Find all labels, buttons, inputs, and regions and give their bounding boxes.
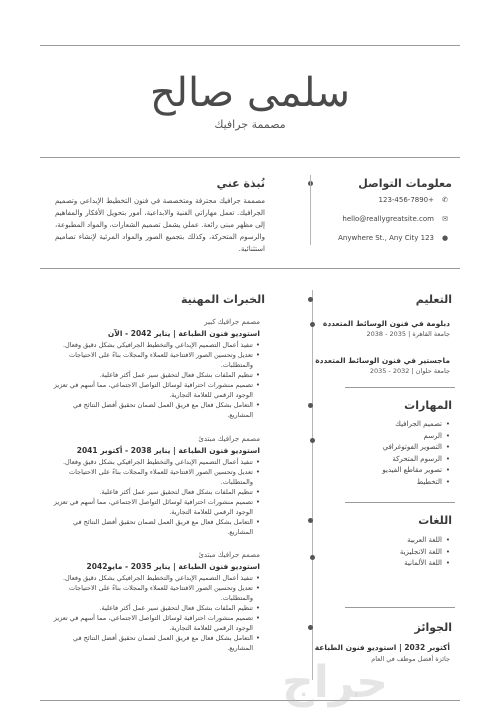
experience-bullets — [50, 573, 260, 653]
skill-item: • التصوير الفوتوغرافي — [320, 442, 450, 454]
skill-item: • تصميم الجرافيك — [320, 419, 450, 431]
about-text: مصممة جرافيك محترفة ومتخصصة في فنون التخطيط الإبداعي وتصميم الجرافيك. تعمل مهاراتي الفنية والابداعية، أمور بتحويل الأفكار والمفاهيم إلى مظهر مبنى رائعة. عملي يشمل تصميم الشعارات، والمواد المطبوعة، والرسوم المتحركة، وكذلك بتجميع الصور والمواد المرئية لإنشاء تصاميم استثنائية. — [55, 197, 265, 253]
experience-bullet: • التعامل بشكل فعال مع فريق العمل لضمان تحقيق أفضل النتائج في المشاريع. — [50, 400, 260, 420]
language-item: • اللغة الألمانية — [320, 558, 450, 570]
about-title: نُبذة عني — [216, 177, 265, 190]
experience-role: مصمم جرافيك مبتدئ — [198, 551, 260, 559]
watermark-logo: حراج — [282, 657, 388, 708]
education-item — [305, 355, 450, 376]
address-text: Anywhere St., Any City 123 — [338, 234, 434, 242]
education-school: جامعة القاهرة | 2035 - 2038 — [366, 330, 450, 338]
experience-company: استوديو فنون الطباعة | يناير 2035 - مايو2042 — [86, 562, 260, 571]
experience-item — [50, 550, 260, 653]
main-vertical-divider — [312, 290, 313, 680]
experience-company: استوديو فنون الطباعة | يناير 2038 - أكتوبر 2041 — [76, 446, 260, 455]
experience-bullet: • تنفيذ أعمال التصميم الإبداعي والتخطيط الجرافيكي بشكل دقيق وفعال. — [50, 340, 260, 350]
skill-item: • الرسوم المتحركة — [320, 454, 450, 466]
experience-item — [50, 434, 260, 537]
experience-bullet: • تصميم منشورات احترافية لوسائل التواصل الاجتماعي، مما أسهم في تعزيز الوجود الرقمي للعلامة التجارية. — [50, 497, 260, 517]
contact-phone — [330, 196, 450, 204]
skills-bullet-dot — [308, 403, 313, 408]
experience-role: مصمم جرافيك كبير — [204, 318, 260, 326]
education-degree: دبلومة في فنون الوسائط المتعددة — [322, 319, 450, 328]
language-item: • اللغة العربية — [320, 535, 450, 547]
languages-bullet-dot — [308, 518, 313, 523]
language-item: • اللغة الانجليزية — [320, 547, 450, 559]
contact-title: معلومات التواصل — [358, 177, 452, 190]
experience-bullet: • التعامل بشكل فعال مع فريق العمل لضمان تحقيق أفضل النتائج في المشاريع. — [50, 517, 260, 537]
person-name: سلمى صالح — [149, 70, 351, 116]
experience-bullet: • تنفيذ أعمال التصميم الإبداعي والتخطيط الجرافيكي بشكل دقيق وفعال. — [50, 573, 260, 583]
top-divider — [40, 45, 460, 46]
experience-bullet: • تعديل وتحسين الصور الافتتاحية للعملاء والمجلات بناءً على الاحتياجات والمتطلبات. — [50, 583, 260, 603]
experience-bullet-dot — [310, 555, 315, 560]
award-title: أكتوبر 2032 | استوديو فنون الطباعة — [314, 643, 450, 652]
experience-role: مصمم جرافيك مبتدئ — [198, 435, 260, 443]
experience-bullet: • التعامل بشكل فعال مع فريق العمل لضمان تحقيق أفضل النتائج في المشاريع. — [50, 633, 260, 653]
education-title: التعليم — [415, 293, 452, 306]
email-text: hello@reallygreatsite.com — [342, 215, 434, 223]
skills-title: المهارات — [404, 399, 452, 412]
languages-list — [320, 535, 450, 570]
job-title: مصممة جرافيك — [214, 118, 286, 131]
contact-address — [330, 234, 450, 242]
middle-divider — [40, 268, 460, 269]
sidebar-divider — [345, 502, 455, 503]
experience-item — [50, 317, 260, 420]
experience-bullet: • تنفيذ أعمال التصميم الإبداعي والتخطيط الجرافيكي بشكل دقيق وفعال. — [50, 457, 260, 467]
contact-email — [330, 215, 450, 223]
education-school: جامعة حلوان | 2032 - 2035 — [369, 367, 450, 375]
sidebar-divider — [345, 387, 455, 388]
education-bullet-dot — [308, 297, 313, 302]
skills-list — [320, 419, 450, 488]
award-description: جائزة أفضل موظف في العام — [371, 655, 450, 663]
experience-bullets — [50, 340, 260, 420]
experience-company: استوديو فنون الطباعة | يناير 2042 - الآن — [107, 329, 260, 338]
awards-bullet-dot — [308, 625, 313, 630]
skill-item: • تصوير مقاطع الفيديو — [320, 465, 450, 477]
skill-item: • الرسم — [320, 431, 450, 443]
experience-title: الخبرات المهنية — [180, 293, 265, 306]
experience-bullet: • تعديل وتحسين الصور الافتتاحية للعملاء والمجلات بناءً على الاحتياجات والمتطلبات. — [50, 350, 260, 370]
experience-bullets — [50, 457, 260, 537]
phone-icon: ✆ — [442, 196, 448, 204]
experience-bullet: • تنظيم الملفات بشكل فعال لتحقيق سير عمل أكثر فاعلية. — [50, 487, 260, 497]
sidebar-divider — [345, 607, 455, 608]
experience-bullet: • تعديل وتحسين الصور الافتتاحية للعملاء والمجلات بناءً على الاحتياجات والمتطلبات. — [50, 467, 260, 487]
location-pin-icon: ● — [441, 234, 449, 242]
header-vertical-divider — [310, 175, 311, 245]
education-item — [305, 318, 450, 339]
phone-text: 123-456-7890+ — [378, 196, 434, 204]
email-icon: ✉ — [442, 215, 448, 223]
experience-bullet: • تصميم منشورات احترافية لوسائل التواصل الاجتماعي، مما أسهم في تعزيز الوجود الرقمي للعلامة التجارية. — [50, 613, 260, 633]
experience-bullet: • تصميم منشورات احترافية لوسائل التواصل الاجتماعي، مما أسهم في تعزيز الوجود الرقمي للعلامة التجارية. — [50, 380, 260, 400]
languages-title: اللغات — [418, 514, 452, 527]
skill-item: • التخطيط — [320, 477, 450, 489]
education-degree: ماجستير في فنون الوسائط المتعددة — [315, 356, 450, 365]
experience-bullet: • تنظيم الملفات بشكل فعال لتحقيق سير عمل أكثر فاعلية. — [50, 370, 260, 380]
awards-title: الجوائز — [414, 621, 452, 634]
experience-bullet: • تنظيم الملفات بشكل فعال لتحقيق سير عمل أكثر فاعلية. — [50, 603, 260, 613]
experience-bullet-dot — [310, 438, 315, 443]
header-divider — [40, 157, 460, 158]
